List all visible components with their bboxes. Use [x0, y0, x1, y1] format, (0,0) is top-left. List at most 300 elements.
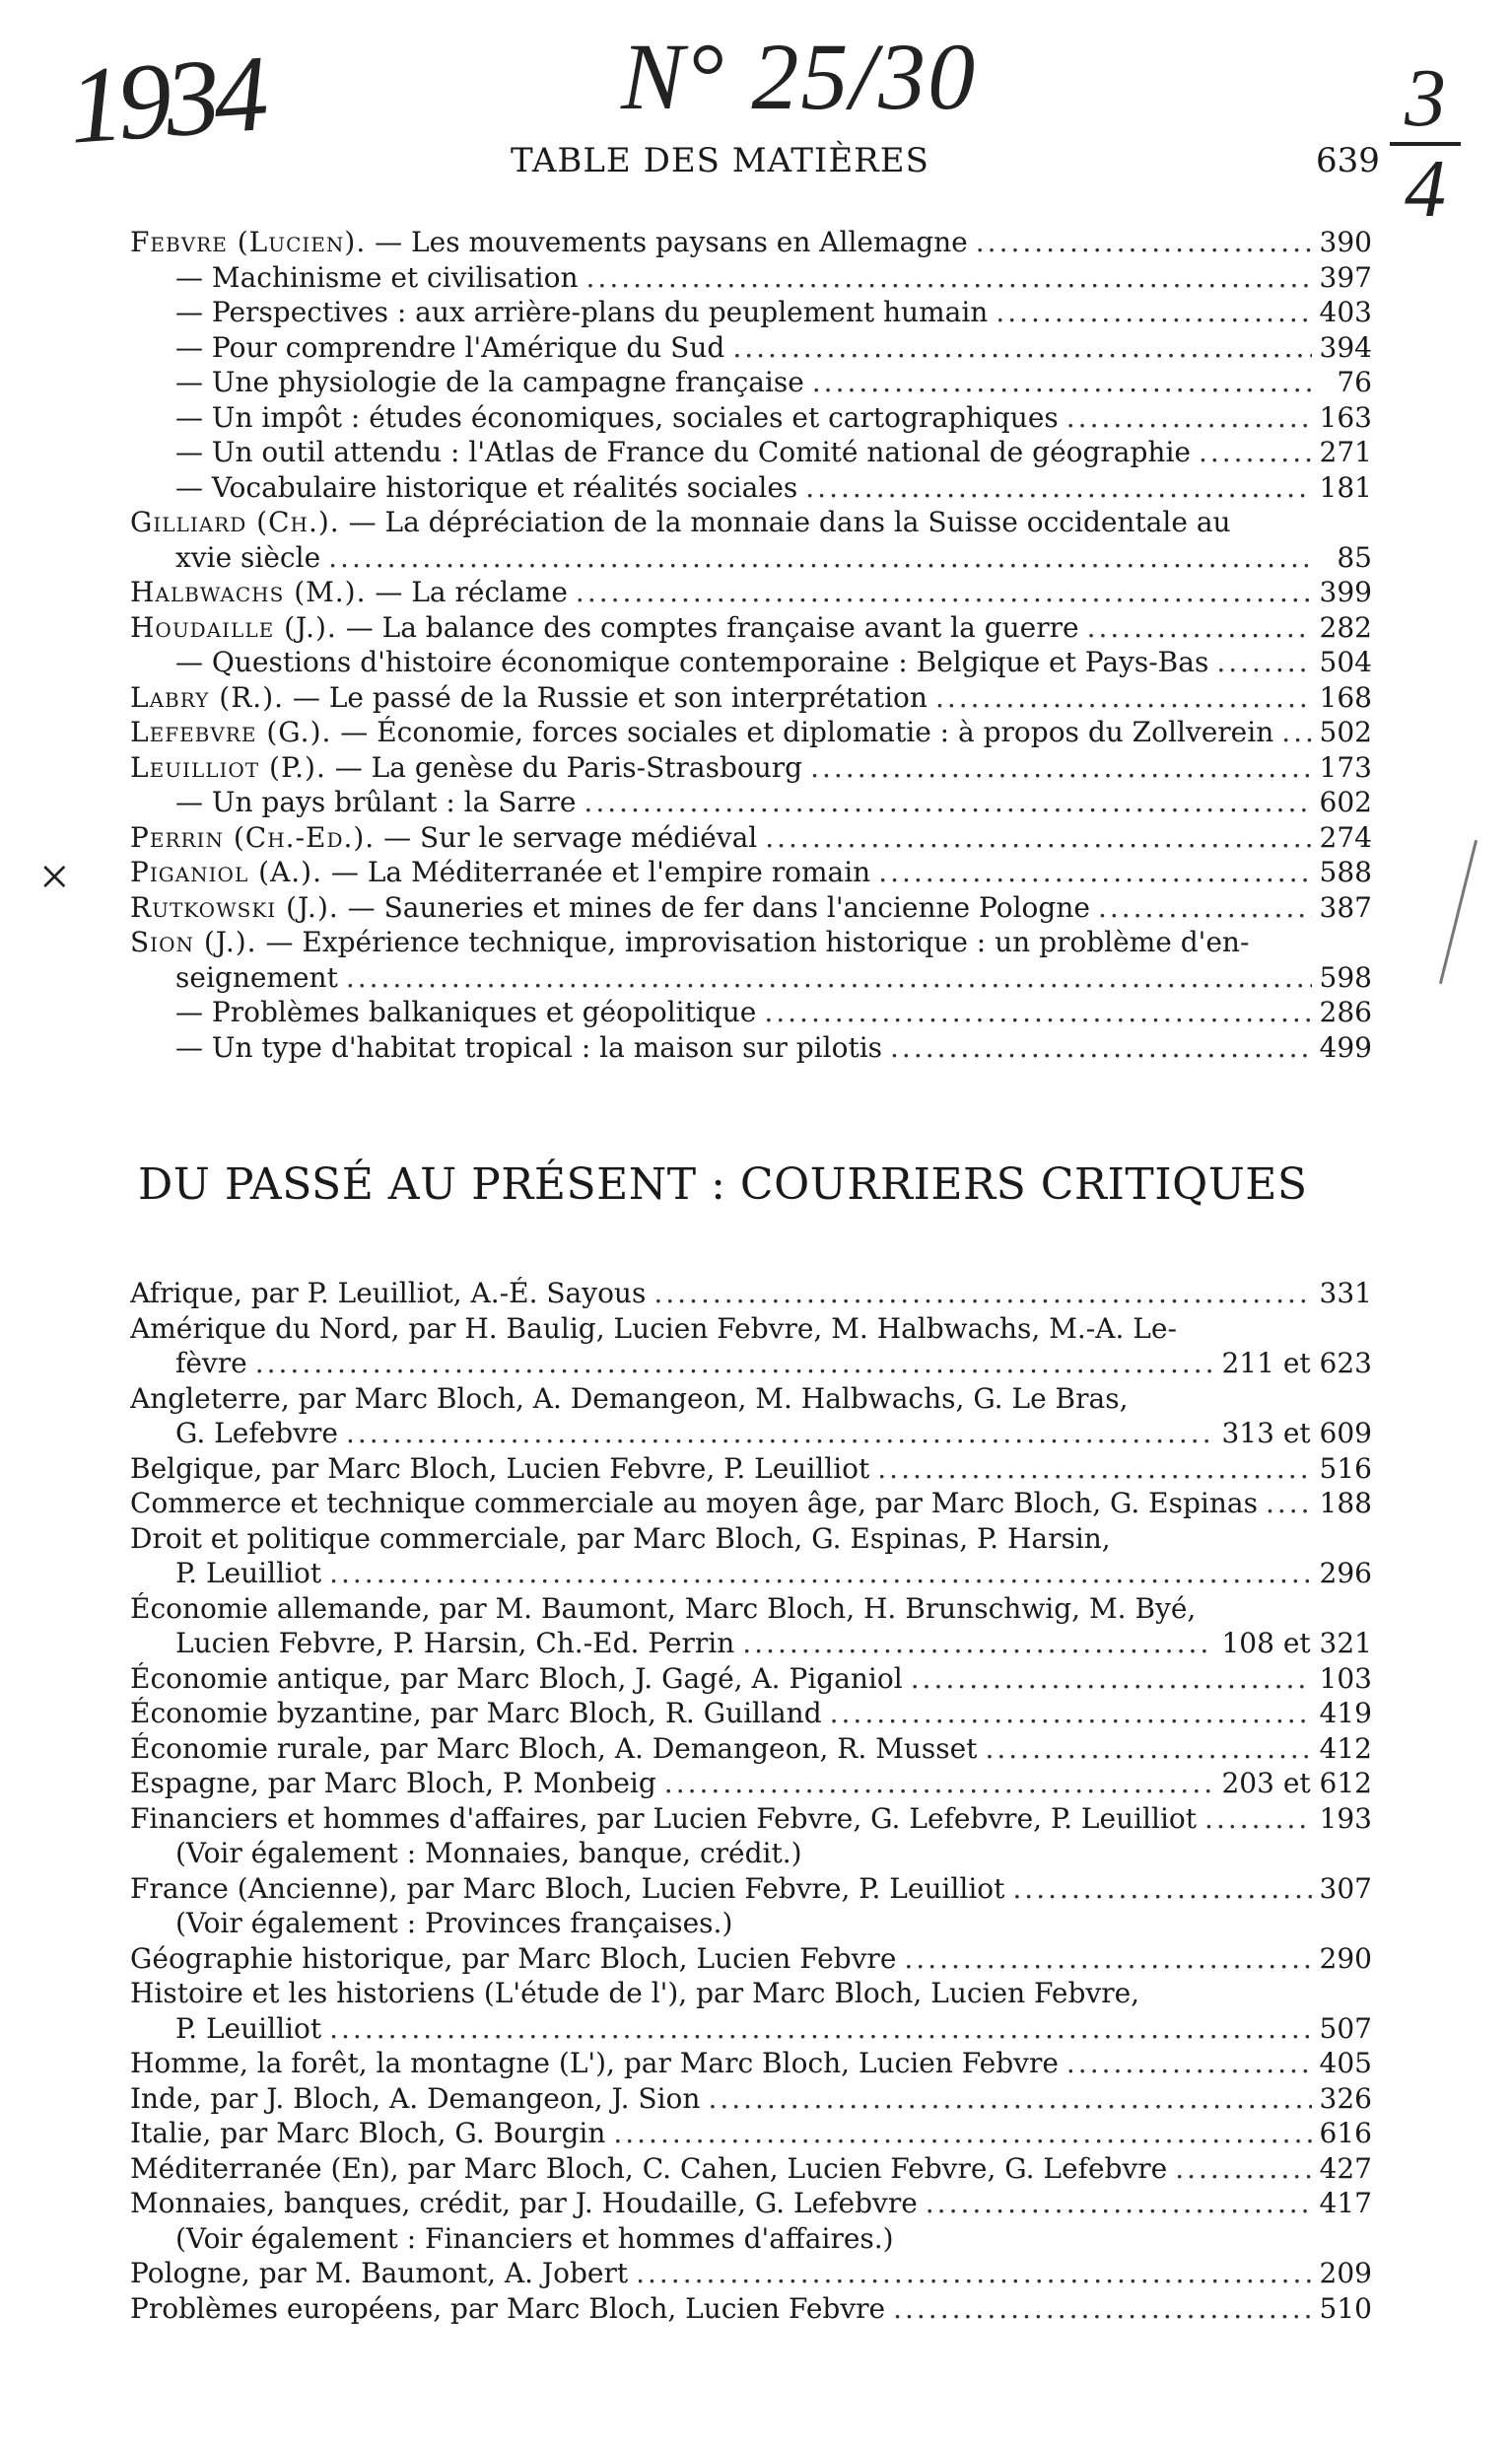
entry-text: (Voir également : Financiers et hommes d'affaires.): [175, 2221, 894, 2255]
index-entry: [130, 260, 1372, 296]
entry-text: — Un type d'habitat tropical : la maison sur pilotis: [175, 1030, 883, 1064]
entry-line-text: [130, 1801, 1197, 1837]
dot-leader: [926, 2186, 1312, 2221]
entry-text: Droit et politique commerciale, par Marc Bloch, G. Espinas, P. Harsin,: [130, 1521, 1111, 1555]
entry-line-text: [130, 995, 756, 1030]
entry-text: Amérique du Nord, par H. Baulig, Lucien Febvre, M. Halbwachs, M.-A. Le-: [130, 1311, 1177, 1345]
index-line: [130, 715, 1372, 750]
index-entry: [130, 1451, 1372, 1487]
index-line: [130, 295, 1372, 330]
entry-page-number: 286: [1319, 996, 1372, 1028]
entry-text: Problèmes européens, par Marc Bloch, Lucien Febvre: [130, 2291, 886, 2325]
index-line: [130, 1276, 1372, 1311]
index-line: [130, 2221, 1372, 2257]
entry-page-number: 271: [1319, 436, 1372, 468]
entry-line-text: [130, 1451, 869, 1487]
index-line: [130, 855, 1372, 890]
dot-leader: [664, 1766, 1214, 1801]
index-line: [130, 1346, 1372, 1381]
dot-leader: [328, 540, 1315, 576]
entry-text: — La réclame: [366, 576, 568, 608]
index-entry: [130, 785, 1372, 820]
index-line: [130, 1486, 1372, 1521]
dot-leader: [1199, 435, 1312, 470]
index-entry: [130, 715, 1372, 750]
margin-cross-mark: ×: [39, 847, 70, 906]
entry-text: Inde, par J. Bloch, A. Demangeon, J. Sion: [130, 2081, 701, 2115]
entry-text: — Perspectives : aux arrière-plans du peuplement humain: [175, 296, 989, 328]
entry-line-text: [130, 2291, 885, 2327]
entry-text: P. Leuilliot: [175, 2011, 322, 2045]
index-entry: [130, 575, 1372, 610]
index-entry: [130, 365, 1372, 400]
dot-leader: [985, 1731, 1311, 1767]
index-entry: [130, 2186, 1372, 2256]
entry-page-number: 76: [1337, 366, 1372, 398]
running-head-title: TABLE DES MATIÈRES: [511, 141, 929, 180]
entry-text: (Voir également : Provinces françaises.): [175, 1907, 733, 1939]
entry-line-text: [130, 225, 968, 260]
index-entry: [130, 610, 1372, 646]
entry-page-number: 588: [1319, 856, 1372, 888]
entry-text: — Un pays brûlant : la Sarre: [175, 786, 577, 818]
entry-author: Leuilliot (P.).: [130, 750, 326, 784]
entry-text: — Le passé de la Russie et son interprétation: [284, 680, 928, 714]
section-title: DU PASSÉ AU PRÉSENT : COURRIERS CRITIQUES: [138, 1159, 1308, 1210]
entry-author: Sion (J.).: [130, 926, 257, 958]
entry-author: Rutkowski (J.).: [130, 890, 339, 924]
index-entry: [130, 1276, 1372, 1311]
entry-page-number: 602: [1319, 786, 1372, 818]
index-entry: [130, 1381, 1372, 1451]
entry-line-text: [130, 1976, 1139, 2011]
index-line: [130, 1521, 1372, 1557]
index-entry: [130, 1486, 1372, 1521]
entry-text: Homme, la forêt, la montagne (L'), par Marc Bloch, Lucien Febvre: [130, 2047, 1059, 2079]
index-line: [130, 890, 1372, 926]
dot-leader: [584, 785, 1311, 820]
entry-page-number: 504: [1319, 646, 1372, 678]
entry-text: Italie, par Marc Bloch, G. Bourgin: [130, 2117, 606, 2149]
index-line: [130, 2186, 1372, 2221]
entry-text: Financiers et hommes d'affaires, par Lucien Febvre, G. Lefebvre, P. Leuilliot: [130, 1801, 1198, 1835]
index-line: [130, 1626, 1372, 1661]
dot-leader: [708, 2081, 1311, 2117]
entry-page-number: 209: [1319, 2257, 1372, 2289]
dot-leader: [346, 1416, 1214, 1451]
entry-text: Économie allemande, par M. Baumont, Marc Bloch, H. Brunschwig, M. Byé,: [130, 1591, 1197, 1625]
entry-page-number: 412: [1319, 1731, 1372, 1765]
entry-page-number: 203 et 612: [1221, 1767, 1372, 1799]
entry-line-text: [130, 680, 928, 716]
entry-page-number: 326: [1319, 2081, 1372, 2115]
entry-page-number: 502: [1319, 716, 1372, 748]
entry-page-number: 168: [1319, 680, 1372, 714]
entry-line-text: [130, 1030, 882, 1066]
entry-page-number: 163: [1319, 400, 1372, 434]
dot-leader: [346, 960, 1312, 996]
index-entry: [130, 820, 1372, 856]
dot-leader: [1175, 2151, 1311, 2187]
dot-leader: [996, 295, 1311, 330]
index-entry: [130, 2046, 1372, 2081]
entry-text: Économie byzantine, par Marc Bloch, R. Guilland: [130, 1697, 822, 1729]
index-entry: [130, 1731, 1372, 1767]
entry-text: — Sauneries et mines de fer dans l'ancienne Pologne: [338, 890, 1090, 924]
index-entry: [130, 2116, 1372, 2151]
entry-page-number: 405: [1319, 2047, 1372, 2079]
entry-page-number: 387: [1319, 890, 1372, 924]
entry-text: — Expérience technique, improvisation historique : un problème d'en-: [256, 926, 1250, 958]
index-entry: [130, 890, 1372, 926]
entry-text: Angleterre, par Marc Bloch, A. Demangeon, M. Halbwachs, G. Le Bras,: [130, 1381, 1129, 1415]
index-entry: [130, 1030, 1372, 1066]
entry-page-number: 397: [1319, 260, 1372, 294]
entry-text: — La dépréciation de la monnaie dans la Suisse occidentale au: [339, 506, 1231, 538]
entry-author: Halbwachs (M.).: [130, 576, 367, 608]
entry-line-text: [130, 1486, 1258, 1521]
index-line: [130, 610, 1372, 646]
index-line: [130, 1661, 1372, 1697]
entry-text: — Les mouvements paysans en Allemagne: [366, 226, 968, 258]
index-line: [130, 225, 1372, 260]
entry-text: Méditerranée (En), par Marc Bloch, C. Cahen, Lucien Febvre, G. Lefebvre: [130, 2151, 1168, 2185]
index-entry: [130, 435, 1372, 470]
dot-leader: [935, 680, 1312, 716]
entry-line-text: [130, 1871, 1004, 1907]
index-line: [130, 540, 1372, 576]
entry-text: xvie siècle: [175, 540, 321, 574]
dot-leader: [329, 2011, 1311, 2047]
entry-line-text: [130, 1521, 1111, 1557]
fraction-top: 3: [1405, 52, 1446, 144]
handwritten-fraction: [1390, 52, 1461, 235]
index-line: [130, 1836, 1372, 1871]
entry-page-number: 193: [1319, 1801, 1372, 1835]
index-line: [130, 505, 1372, 540]
entry-author: Houdaille (J.).: [130, 610, 337, 644]
handwritten-number: N° 25/30: [621, 24, 978, 129]
index-entry: [130, 1766, 1372, 1801]
entry-text: — La Méditerranée et l'empire romain: [322, 856, 871, 888]
index-line: [130, 435, 1372, 470]
entry-line-text: [130, 2011, 321, 2047]
entry-line-text: [130, 2151, 1167, 2187]
entry-page-number: 507: [1319, 2011, 1372, 2045]
index-line: [130, 1591, 1372, 1627]
index-line: [130, 1766, 1372, 1801]
entry-line-text: [130, 1696, 822, 1731]
entry-page-number: 188: [1319, 1487, 1372, 1519]
entry-line-text: [130, 575, 568, 610]
entry-page-number: 598: [1319, 960, 1372, 994]
index-line: [130, 1381, 1372, 1417]
entry-line-text: [130, 750, 802, 786]
index-entry: [130, 925, 1372, 995]
entry-text: France (Ancienne), par Marc Bloch, Lucien Febvre, P. Leuilliot: [130, 1871, 1005, 1905]
dot-leader: [1216, 645, 1311, 680]
index-line: [130, 1941, 1372, 1977]
entry-author: Lefebvre (G.).: [130, 716, 332, 748]
dot-leader: [810, 750, 1311, 786]
entry-line-text: [130, 960, 338, 996]
entry-line-text: [130, 1311, 1177, 1347]
entry-line-text: [130, 2256, 628, 2291]
index-line: [130, 1030, 1372, 1066]
dot-leader: [1066, 2046, 1312, 2081]
index-line: [130, 1451, 1372, 1487]
index-entry: [130, 855, 1372, 890]
entry-text: Géographie historique, par Marc Bloch, Lucien Febvre: [130, 1941, 897, 1975]
dot-leader: [586, 260, 1312, 296]
dot-leader: [830, 1696, 1312, 1731]
entry-author: Gilliard (Ch.).: [130, 506, 340, 538]
handwritten-year: 1934: [64, 33, 266, 167]
entry-page-number: 394: [1319, 330, 1372, 364]
entry-text: (Voir également : Monnaies, banque, crédit.): [175, 1837, 802, 1869]
entry-line-text: [130, 1661, 903, 1697]
index-line: [130, 1311, 1372, 1347]
entry-page-number: 616: [1319, 2117, 1372, 2149]
entry-text: P. Leuilliot: [175, 1557, 322, 1589]
entry-line-text: [130, 1276, 646, 1311]
entry-line-text: [130, 1556, 321, 1591]
fraction-bottom: 4: [1405, 142, 1446, 235]
entry-text: Économie antique, par Marc Bloch, J. Gagé, A. Piganiol: [130, 1661, 903, 1695]
entry-line-text: [130, 1346, 247, 1381]
dot-leader: [255, 1346, 1214, 1381]
dot-leader: [805, 470, 1311, 506]
entry-line-text: [130, 2116, 605, 2151]
entry-line-text: [130, 1381, 1128, 1417]
entry-page-number: 181: [1319, 470, 1372, 504]
dot-leader: [613, 2116, 1311, 2151]
entry-text: — Économie, forces sociales et diplomatie : à propos du Zollverein: [331, 716, 1274, 748]
entry-text: — Problèmes balkaniques et géopolitique: [175, 996, 757, 1028]
index-line: [130, 2116, 1372, 2151]
entry-text: seignement: [175, 960, 338, 994]
entry-page-number: 403: [1319, 296, 1372, 328]
dot-leader: [878, 855, 1311, 890]
entry-text: — Pour comprendre l'Amérique du Sud: [175, 330, 725, 364]
entry-text: Commerce et technique commerciale au moyen âge, par Marc Bloch, G. Espinas: [130, 1487, 1258, 1519]
entry-text: — La genèse du Paris-Strasbourg: [325, 750, 803, 784]
dot-leader: [636, 2256, 1311, 2291]
entry-page-number: 290: [1319, 1941, 1372, 1975]
entry-line-text: [130, 1906, 732, 1941]
entry-line-text: [130, 505, 1231, 540]
dot-leader: [742, 1626, 1213, 1661]
entry-page-number: 419: [1319, 1697, 1372, 1729]
entry-page-number: 282: [1319, 610, 1372, 644]
index-entry: [130, 750, 1372, 786]
entry-text: — Machinisme et civilisation: [175, 260, 579, 294]
entry-text: Afrique, par P. Leuilliot, A.-É. Sayous: [130, 1277, 647, 1309]
entry-line-text: [130, 260, 579, 296]
dot-leader: [893, 2291, 1311, 2327]
entry-page-number: 417: [1319, 2187, 1372, 2219]
dot-leader: [764, 995, 1311, 1030]
entry-author: Piganiol (A.).: [130, 856, 323, 888]
entry-page-number: 516: [1319, 1451, 1372, 1485]
index-line: [130, 1871, 1372, 1907]
dot-leader: [976, 225, 1312, 260]
index-line: [130, 645, 1372, 680]
entry-line-text: [130, 330, 724, 366]
index-entry: [130, 1871, 1372, 1941]
entry-text: Monnaies, banques, crédit, par J. Houdaille, G. Lefebvre: [130, 2187, 918, 2219]
index-line: [130, 400, 1372, 436]
entry-text: — La balance des comptes française avant la guerre: [336, 610, 1079, 644]
entry-line-text: [130, 925, 1249, 960]
entry-text: — Un outil attendu : l'Atlas de France du Comité national de géographie: [175, 436, 1191, 468]
entry-line-text: [130, 855, 870, 890]
index-line: [130, 785, 1372, 820]
entry-line-text: [130, 1626, 734, 1661]
index-line: [130, 260, 1372, 296]
entry-text: Lucien Febvre, P. Harsin, Ch.-Ed. Perrin: [175, 1627, 735, 1659]
index-line: [130, 1416, 1372, 1451]
index-entry: [130, 2256, 1372, 2291]
entry-line-text: [130, 610, 1079, 646]
entry-line-text: [130, 1766, 656, 1801]
entry-line-text: [130, 785, 576, 820]
entry-page-number: 510: [1319, 2291, 1372, 2325]
index-line: [130, 470, 1372, 506]
index-line: [130, 2151, 1372, 2187]
index-entry: [130, 995, 1372, 1030]
entry-text: fèvre: [175, 1347, 247, 1379]
index-line: [130, 1556, 1372, 1591]
entry-text: — Sur le servage médiéval: [375, 820, 758, 854]
dot-leader: [890, 1030, 1312, 1066]
entry-line-text: [130, 470, 797, 506]
entry-page-number: 427: [1319, 2151, 1372, 2185]
entry-page-number: 307: [1319, 1871, 1372, 1905]
dot-leader: [812, 365, 1315, 400]
index-line: [130, 1696, 1372, 1731]
dot-leader: [1204, 1801, 1312, 1837]
entry-line-text: [130, 2046, 1059, 2081]
dot-leader: [1281, 715, 1311, 750]
index-entry: [130, 1591, 1372, 1661]
index-entry: [130, 2081, 1372, 2117]
dot-leader: [877, 1451, 1311, 1487]
index-line: [130, 750, 1372, 786]
index-line: [130, 960, 1372, 996]
entry-page-number: 274: [1319, 820, 1372, 854]
entry-page-number: 331: [1319, 1277, 1372, 1309]
index-entry: [130, 505, 1372, 575]
index-entry: [130, 225, 1372, 260]
entry-line-text: [130, 1941, 896, 1977]
index-line: [130, 330, 1372, 366]
index-entry: [130, 400, 1372, 436]
index-line: [130, 995, 1372, 1030]
entry-page-number: 173: [1319, 750, 1372, 784]
entry-line-text: [130, 715, 1273, 750]
entry-page-number: 211 et 623: [1221, 1347, 1372, 1379]
dot-leader: [653, 1276, 1311, 1311]
index-entry: [130, 1696, 1372, 1731]
index-entry: [130, 680, 1372, 716]
index-line: [130, 365, 1372, 400]
index-entry: [130, 295, 1372, 330]
index-line: [130, 2256, 1372, 2291]
entry-text: Espagne, par Marc Bloch, P. Monbeig: [130, 1767, 656, 1799]
index-line: [130, 1976, 1372, 2011]
entry-line-text: [130, 1731, 977, 1767]
index-entry: [130, 1311, 1372, 1381]
entry-text: Histoire et les historiens (L'étude de l'), par Marc Bloch, Lucien Febvre,: [130, 1977, 1140, 2009]
index-entry: [130, 1521, 1372, 1591]
entry-line-text: [130, 2081, 700, 2117]
entry-text: — Vocabulaire historique et réalités sociales: [175, 470, 798, 504]
index-entry: [130, 330, 1372, 366]
entry-author: Febvre (Lucien).: [130, 226, 367, 258]
dot-leader: [765, 820, 1311, 856]
dot-leader: [329, 1556, 1311, 1591]
index-line: [130, 820, 1372, 856]
index-entry: [130, 2291, 1372, 2327]
entry-author: Perrin (Ch.-Ed.).: [130, 820, 376, 854]
index-line: [130, 680, 1372, 716]
dot-leader: [911, 1661, 1312, 1697]
entry-page-number: 103: [1319, 1661, 1372, 1695]
dot-leader: [1098, 890, 1312, 926]
index-line: [130, 1906, 1372, 1941]
index-entry: [130, 2151, 1372, 2187]
entry-page-number: 313 et 609: [1221, 1417, 1372, 1449]
index-entry: [130, 470, 1372, 506]
entry-line-text: [130, 1591, 1196, 1627]
index-entry: [130, 645, 1372, 680]
index-entry: [130, 1941, 1372, 1977]
entry-line-text: [130, 435, 1191, 470]
dot-leader: [1266, 1486, 1312, 1521]
entry-text: G. Lefebvre: [175, 1417, 338, 1449]
entry-line-text: [130, 1836, 802, 1871]
dot-leader: [904, 1941, 1311, 1977]
entry-page-number: 399: [1319, 576, 1372, 608]
entry-line-text: [130, 1416, 338, 1451]
index-line: [130, 575, 1372, 610]
entry-text: Pologne, par M. Baumont, A. Jobert: [130, 2257, 629, 2289]
dot-leader: [1087, 610, 1312, 646]
entry-page-number: 108 et 321: [1221, 1627, 1372, 1659]
entry-line-text: [130, 2186, 918, 2221]
page-number: 639: [1316, 141, 1380, 180]
entry-text: Économie rurale, par Marc Bloch, A. Demangeon, R. Musset: [130, 1731, 978, 1765]
index-line: [130, 1731, 1372, 1767]
margin-pencil-stroke: [1439, 840, 1478, 984]
dot-leader: [576, 575, 1312, 610]
entry-line-text: [130, 365, 804, 400]
entry-line-text: [130, 295, 988, 330]
entry-text: Belgique, par Marc Bloch, Lucien Febvre, P. Leuilliot: [130, 1451, 870, 1485]
index-line: [130, 1801, 1372, 1837]
entry-line-text: [130, 540, 320, 576]
entry-line-text: [130, 400, 1059, 436]
entry-line-text: [130, 820, 757, 856]
entry-line-text: [130, 890, 1090, 926]
dot-leader: [732, 330, 1311, 366]
entry-text: — Un impôt : études économiques, sociales et cartographiques: [175, 400, 1059, 434]
entry-page-number: 296: [1319, 1557, 1372, 1589]
entry-author: Labry (R.).: [130, 680, 285, 714]
index-line: [130, 2081, 1372, 2117]
index-entry: [130, 1801, 1372, 1871]
